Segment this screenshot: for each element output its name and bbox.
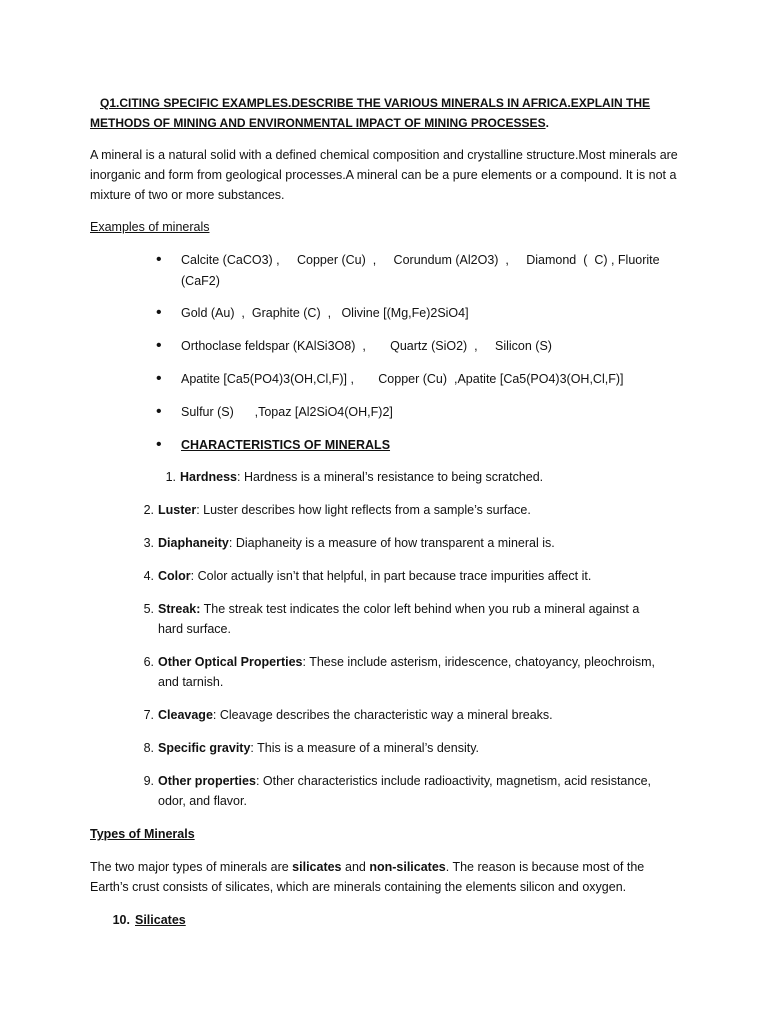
characteristic-sep: : bbox=[212, 708, 220, 722]
intro-paragraph: A mineral is a natural solid with a defined chemical composition and crystalline structure.Most minerals are inorganic and form from geological processes.A mineral can be a pure elements or a compound. It is not a mixture of two or more substances. bbox=[90, 148, 678, 202]
characteristic-sep: : bbox=[236, 470, 244, 484]
characteristic-term: Color bbox=[158, 569, 191, 583]
characteristic-body bbox=[158, 599, 656, 639]
example-item bbox=[156, 336, 676, 357]
characteristic-term: Luster bbox=[158, 503, 197, 517]
example-item bbox=[156, 250, 676, 292]
characteristic-item bbox=[136, 533, 656, 553]
characteristic-term: Diaphaneity bbox=[158, 536, 229, 550]
characteristic-text: Color actually isn’t that helpful, in part because trace impurities affect it. bbox=[197, 569, 592, 583]
characteristic-item bbox=[136, 738, 656, 758]
characteristic-sep: : bbox=[190, 569, 198, 583]
characteristic-item bbox=[136, 599, 656, 639]
question-title bbox=[90, 93, 680, 133]
examples-heading: Examples of minerals bbox=[90, 220, 210, 234]
characteristic-body bbox=[158, 533, 656, 553]
characteristic-item bbox=[136, 500, 656, 520]
example-item bbox=[156, 402, 676, 423]
characteristic-sep: : bbox=[228, 536, 236, 550]
characteristic-text: Luster describes how light reflects from a sample’s surface. bbox=[203, 503, 531, 517]
characteristic-body bbox=[180, 467, 678, 487]
types-heading: Types of Minerals bbox=[90, 827, 195, 841]
example-text: Apatite [Ca5(PO4)3(OH,Cl,F)] , Copper (Cu) ,Apatite [Ca5(PO4)3(OH,Cl,F)] bbox=[181, 372, 624, 386]
characteristic-term: Other Optical Properties bbox=[158, 655, 303, 669]
types-bold-silicates: silicates bbox=[292, 860, 342, 874]
characteristics-item bbox=[156, 435, 676, 456]
list-number: 9. bbox=[143, 774, 154, 788]
characteristic-text: Cleavage describes the characteristic way a mineral breaks. bbox=[219, 708, 553, 722]
list-number: 4. bbox=[143, 569, 154, 583]
example-text: Calcite (CaCO3) , Copper (Cu) , Corundum (Al2O3) , Diamond ( C) , Fluorite (CaF2) bbox=[181, 253, 664, 288]
list-number: 8. bbox=[143, 741, 154, 755]
example-text: Orthoclase feldspar (KAlSi3O8) , Quartz (SiO2) , Silicon (S) bbox=[181, 339, 552, 353]
bullet-icon: • bbox=[156, 304, 162, 321]
types-text-2: and bbox=[341, 860, 370, 874]
types-text-1: The two major types of minerals are bbox=[90, 860, 293, 874]
characteristic-text: Hardness is a mineral’s resistance to being scratched. bbox=[243, 470, 544, 484]
characteristic-body bbox=[158, 738, 656, 758]
list-number: 10. bbox=[112, 913, 130, 927]
characteristic-sep: : bbox=[196, 503, 204, 517]
characteristic-term: Hardness bbox=[180, 470, 237, 484]
characteristic-sep: : bbox=[250, 741, 258, 755]
types-bold-nonsilicates: non-silicates bbox=[369, 860, 446, 874]
example-item bbox=[156, 369, 676, 390]
bullet-icon: • bbox=[156, 403, 162, 420]
characteristic-term: Streak: bbox=[158, 602, 201, 616]
example-item bbox=[156, 303, 676, 324]
title-line-2-wrap bbox=[90, 113, 680, 133]
characteristic-sep: : bbox=[255, 774, 263, 788]
characteristic-body bbox=[158, 771, 656, 811]
characteristic-text: Other characteristics include radioactivity, magnetism, acid resistance, odor, and flavor. bbox=[158, 774, 652, 808]
characteristic-item bbox=[158, 467, 678, 487]
title-line-1: Q1.CITING SPECIFIC EXAMPLES.DESCRIBE THE VARIOUS MINERALS IN AFRICA.EXPLAIN THE bbox=[100, 96, 651, 110]
title-line-2: METHODS OF MINING AND ENVIRONMENTAL IMPACT OF MINING PROCESSES bbox=[90, 116, 546, 130]
list-number: 7. bbox=[143, 708, 154, 722]
example-text: Sulfur (S) ,Topaz [Al2SiO4(OH,F)2] bbox=[181, 405, 393, 419]
characteristic-text: Diaphaneity is a measure of how transparent a mineral is. bbox=[235, 536, 555, 550]
characteristic-item bbox=[136, 705, 656, 725]
characteristic-text: The streak test indicates the color left behind when you rub a mineral against a hard surface. bbox=[158, 602, 640, 636]
silicates-heading bbox=[110, 910, 630, 930]
characteristic-item bbox=[136, 566, 656, 586]
list-number: 1. bbox=[165, 470, 176, 484]
list-number: 2. bbox=[143, 503, 154, 517]
types-text-3: . The reason is because most of the Earth’s crust consists of silicates, which are minerals containing the elements silicon and oxygen. bbox=[90, 860, 645, 894]
bullet-icon: • bbox=[156, 370, 162, 387]
list-number: 3. bbox=[143, 536, 154, 550]
list-number: 5. bbox=[143, 602, 154, 616]
title-period: . bbox=[545, 116, 549, 130]
characteristic-sep: : bbox=[302, 655, 310, 669]
characteristic-item bbox=[136, 771, 656, 811]
characteristics-heading: CHARACTERISTICS OF MINERALS bbox=[181, 438, 391, 452]
bullet-icon: • bbox=[156, 337, 162, 354]
bullet-icon: • bbox=[156, 436, 162, 453]
list-number: 6. bbox=[143, 655, 154, 669]
silicates-label: Silicates bbox=[135, 913, 186, 927]
characteristic-body bbox=[158, 652, 656, 692]
characteristic-term: Other properties bbox=[158, 774, 256, 788]
characteristic-body bbox=[158, 705, 656, 725]
characteristic-term: Specific gravity bbox=[158, 741, 251, 755]
characteristic-body bbox=[158, 500, 656, 520]
characteristic-body bbox=[158, 566, 656, 586]
characteristic-term: Cleavage bbox=[158, 708, 213, 722]
bullet-icon: • bbox=[156, 251, 162, 268]
types-paragraph bbox=[90, 857, 680, 897]
characteristic-text: These include asterism, iridescence, chatoyancy, pleochroism, and tarnish. bbox=[158, 655, 655, 689]
characteristic-item bbox=[136, 652, 656, 692]
characteristic-text: This is a measure of a mineral’s density. bbox=[257, 741, 479, 755]
example-text: Gold (Au) , Graphite (C) , Olivine [(Mg,Fe)2SiO4] bbox=[181, 306, 469, 320]
